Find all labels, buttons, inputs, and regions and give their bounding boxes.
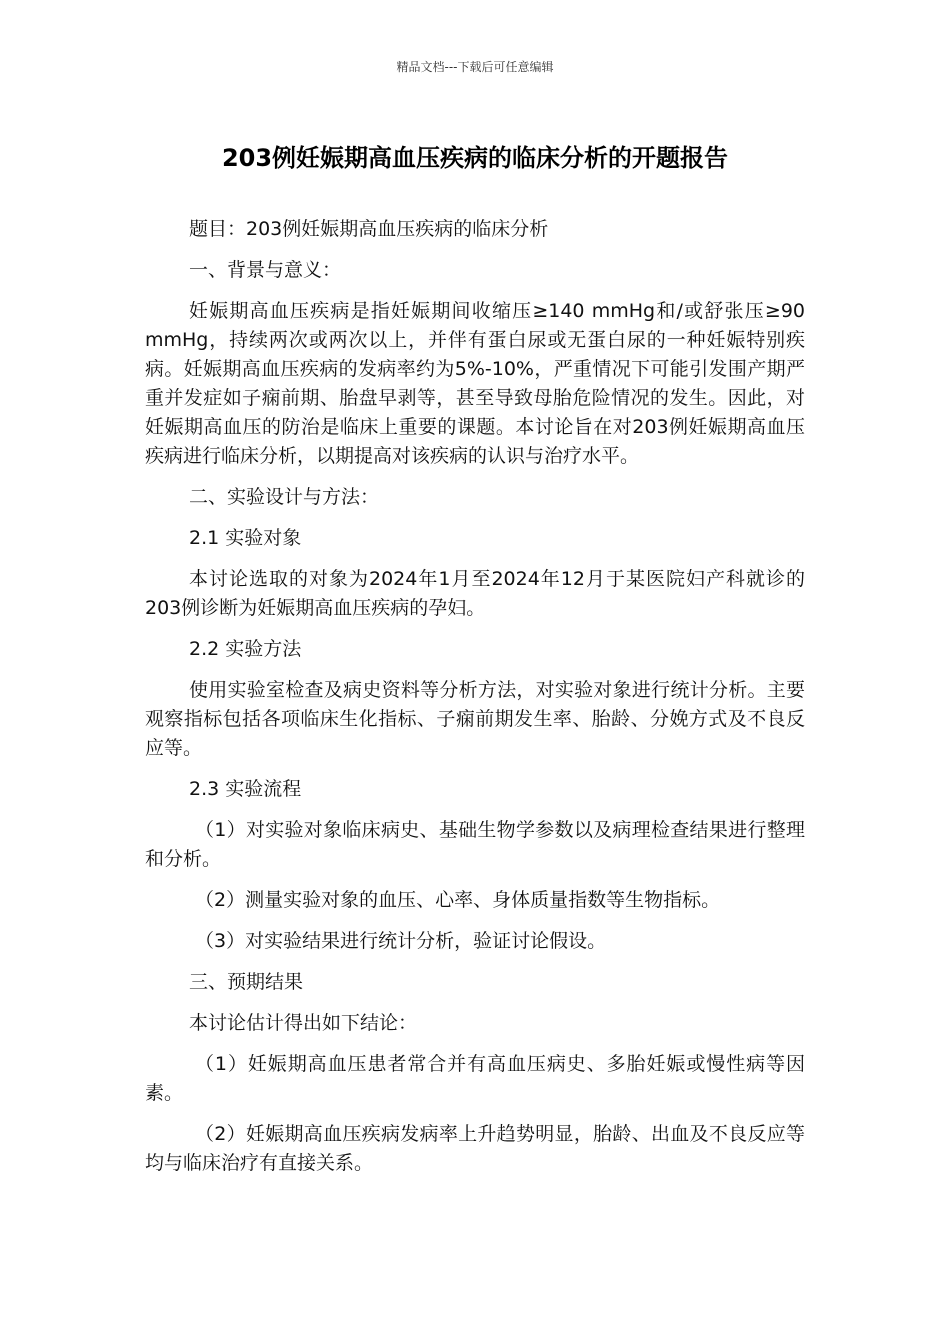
section-heading-background: 一、背景与意义： bbox=[189, 259, 342, 281]
subheading-methods: 2.2 实验方法 bbox=[189, 638, 302, 660]
document-title: 203例妊娠期高血压疾病的临床分析的开题报告 bbox=[221, 144, 729, 172]
topic-line: 题目：203例妊娠期高血压疾病的临床分析 bbox=[189, 218, 549, 240]
results-intro: 本讨论估计得出如下结论： bbox=[189, 1012, 418, 1034]
subheading-subjects: 2.1 实验对象 bbox=[189, 527, 302, 549]
section-heading-design: 二、实验设计与方法： bbox=[189, 486, 380, 508]
subjects-paragraph: 本讨论选取的对象为2024年1月至2024年12月于某医院妇产科就诊的203例诊断为妊娠期高血压疾病的孕妇。 bbox=[145, 568, 805, 619]
document-body bbox=[145, 215, 805, 1190]
procedure-item-1: （1）对实验对象临床病史、基础生物学参数以及病理检查结果进行整理和分析。 bbox=[145, 819, 805, 870]
methods-paragraph: 使用实验室检查及病史资料等分析方法，对实验对象进行统计分析。主要观察指标包括各项临床生化指标、子痫前期发生率、胎龄、分娩方式及不良反应等。 bbox=[145, 679, 805, 759]
section-heading-results: 三、预期结果 bbox=[189, 971, 304, 993]
subheading-procedure: 2.3 实验流程 bbox=[189, 778, 302, 800]
result-item-2: （2）妊娠期高血压疾病发病率上升趋势明显，胎龄、出血及不良反应等均与临床治疗有直接关系。 bbox=[145, 1123, 805, 1174]
background-paragraph: 妊娠期高血压疾病是指妊娠期间收缩压≥140 mmHg和/或舒张压≥90 mmHg，持续两次或两次以上，并伴有蛋白尿或无蛋白尿的一种妊娠特别疾病。妊娠期高血压疾病的发病率约为5%-10%，严重情况下可能引发围产期严重并发症如子痫前期、胎盘早剥等，甚至导致母胎危险情况的发生。因此，对妊娠期高血压的防治是临床上重要的课题。本讨论旨在对203例妊娠期高血压疾病进行临床分析，以期提高对该疾病的认识与治疗水平。 bbox=[145, 300, 805, 467]
result-item-1: （1）妊娠期高血压患者常合并有高血压病史、多胎妊娠或慢性病等因素。 bbox=[145, 1053, 805, 1104]
header-note: 精品文档---下载后可任意编辑 bbox=[396, 60, 554, 74]
procedure-item-2: （2）测量实验对象的血压、心率、身体质量指数等生物指标。 bbox=[195, 889, 721, 911]
procedure-item-3: （3）对实验结果进行统计分析，验证讨论假设。 bbox=[195, 930, 607, 952]
